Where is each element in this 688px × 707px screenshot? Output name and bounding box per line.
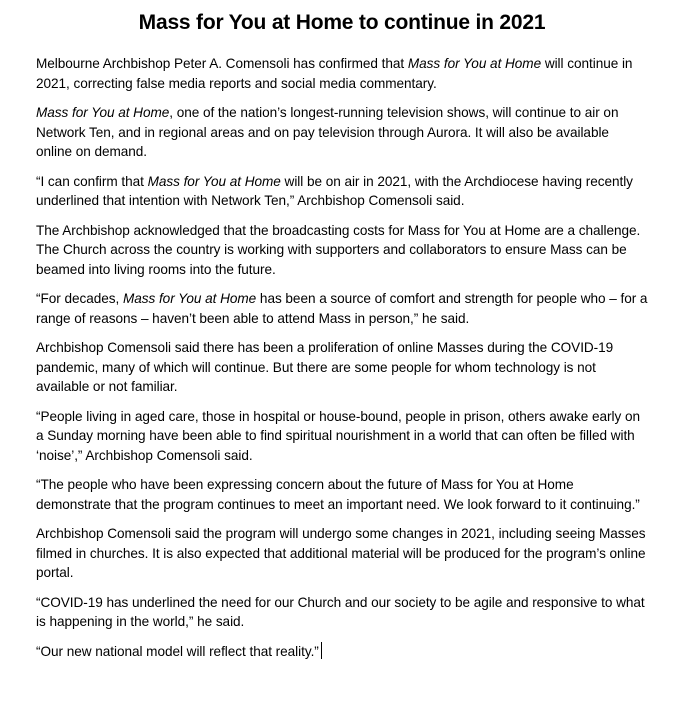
paragraph-3: “I can confirm that Mass for You at Home will be on air in 2021, with the Archdiocese having recently underlined that intention with Network Ten,” Archbishop Comensoli said. — [36, 173, 633, 208]
paragraph-7: “People living in aged care, those in hospital or house-bound, people in prison, others awake early on a Sunday morning have been able to find spiritual nourishment in a world that can often be filled with ‘noise’,” Archbishop Comensoli said. — [36, 408, 640, 463]
program-name-italic: Mass for You at Home — [407, 56, 542, 71]
text-cursor — [321, 642, 322, 659]
paragraph-8: “The people who have been expressing concern about the future of Mass for You at Home demonstrate that the program continues to meet an important need. We look forward to it continuing.” — [36, 477, 640, 512]
paragraph-5: “For decades, Mass for You at Home has been a source of comfort and strength for people who – for a range of reasons – haven’t been able to attend Mass in person,” he said. — [36, 291, 648, 326]
paragraph-1: Melbourne Archbishop Peter A. Comensoli has confirmed that Mass for You at Home will continue in 2021, correcting false media reports and social media commentary. — [36, 56, 633, 91]
paragraph-6: Archbishop Comensoli said there has been a proliferation of online Masses during the COVID-19 pandemic, many of which will continue. But there are some people for whom technology is not available or not familiar. — [36, 340, 614, 394]
paragraph-4: The Archbishop acknowledged that the broadcasting costs for Mass for You at Home are a challenge. The Church across the country is working with supporters and collaborators to ensure Mass can be beamed into living rooms into the future. — [36, 222, 641, 277]
program-name-italic: Mass for You at Home — [147, 173, 281, 189]
paragraph-10: “COVID-19 has underlined the need for our Church and our society to be agile and responsive to what is happening in the world,” he said. — [36, 594, 645, 629]
paragraph-11: “Our new national model will reflect that reality.” — [36, 642, 648, 662]
program-name-italic: Mass for You at Home — [36, 105, 170, 120]
paragraph-9: Archbishop Comensoli said the program will undergo some changes in 2021, including seeing Masses filmed in churches. It is also expected that additional material will be produced for the program’s online portal. — [36, 526, 646, 580]
paragraph-2: Mass for You at Home, one of the nation’s longest-running television shows, will continue to air on Network Ten, and in regional areas and on pay television through Aurora. It will also be available online on demand. — [36, 105, 619, 159]
document-title: Mass for You at Home to continue in 2021 — [138, 11, 546, 34]
program-name-italic: Mass for You at Home — [122, 291, 257, 306]
